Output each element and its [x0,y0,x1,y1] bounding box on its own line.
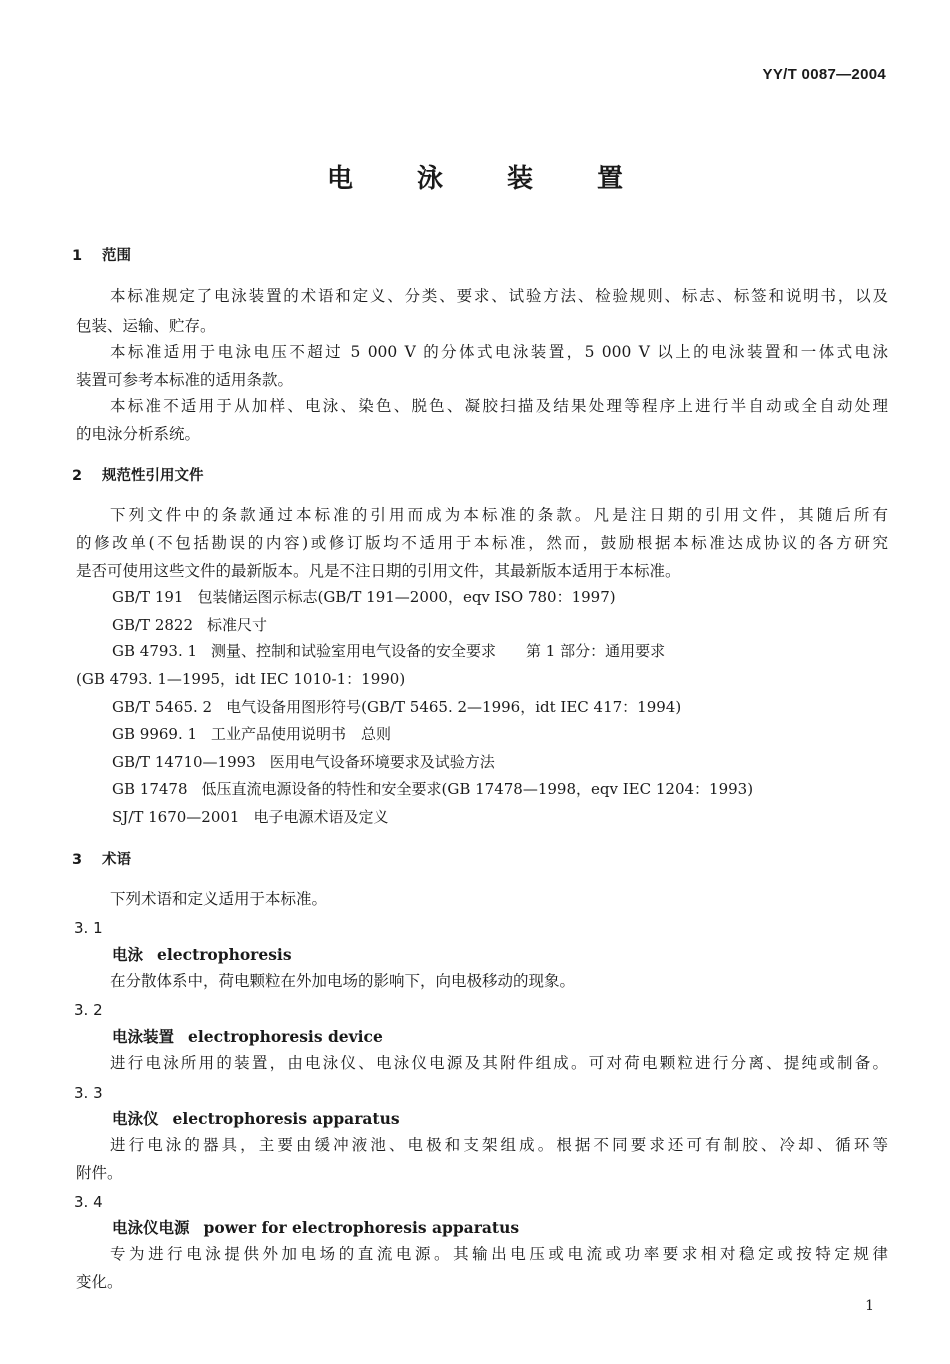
term-number: 3. 2 [74,1001,103,1019]
term-en: electrophoresis [157,945,292,964]
reference-code: SJ/T 1670—2001 [112,808,240,826]
page-number: 1 [865,1298,874,1314]
reference-item [112,641,888,661]
term-en: power for electrophoresis apparatus [203,1218,520,1237]
paragraph-line: 的电泳分析系统。 [76,425,201,443]
paragraph-line: 装置可参考本标准的适用条款。 [76,371,294,389]
reference-title: 电气设备用图形符号(GB/T 5465. 2—1996，idt IEC 417：1994) [226,698,682,716]
paragraph-line: 的修改单(不包括勘误的内容)或修订版均不适用于本标准，然而，鼓励根据本标准达成协议的各方研究 [76,534,888,552]
term-definition: 进行电泳所用的装置，由电泳仪、电泳仪电源及其附件组成。可对荷电颗粒进行分离、提纯或制备。 [110,1054,888,1072]
section-1-heading [72,246,131,266]
term-definition: 专为进行电泳提供外加电场的直流电源。其输出电压或电流或功率要求相对稳定或按特定规律 [110,1245,888,1263]
paragraph-line: 本标准适用于电泳电压不超过 5 000 V 的分体式电泳装置，5 000 V 以上的电泳装置和一体式电泳 [110,343,888,361]
term-definition: 在分散体系中，荷电颗粒在外加电场的影响下，向电极移动的现象。 [110,972,576,990]
reference-title: 医用电气设备环境要求及试验方法 [269,753,495,771]
term-en: electrophoresis apparatus [172,1109,400,1128]
reference-item [112,724,391,744]
paragraph-line: 下列术语和定义适用于本标准。 [110,890,328,908]
reference-code: GB/T 2822 [112,616,194,634]
paragraph-line: 本标准不适用于从加样、电泳、染色、脱色、凝胶扫描及结果处理等程序上进行半自动或全自动处理 [110,397,888,415]
term-entry [112,1027,383,1047]
reference-item [112,697,681,717]
section-3-heading [72,850,131,870]
section-number: 1 [72,248,83,264]
reference-item [112,779,753,799]
paragraph-line: 本标准规定了电泳装置的术语和定义、分类、要求、试验方法、检验规则、标志、标签和说明书，以及 [110,287,888,305]
section-title: 范围 [102,248,131,264]
term-definition: 附件。 [76,1164,123,1182]
term-zh: 电泳仪电源 [112,1219,190,1237]
term-definition: 变化。 [76,1273,123,1291]
reference-title: 电子电源术语及定义 [253,808,389,826]
paragraph-line: 下列文件中的条款通过本标准的引用而成为本标准的条款。凡是注日期的引用文件，其随后所有 [110,506,888,524]
term-number: 3. 3 [74,1084,103,1102]
term-entry [112,1109,400,1129]
section-number: 2 [72,468,83,484]
reference-title: 低压直流电源设备的特性和安全要求(GB 17478—1998，eqv IEC 1204：1993) [201,780,754,798]
reference-item [112,807,388,827]
term-entry [112,1218,519,1238]
reference-title: (GB 4793. 1—1995，idt IEC 1010-1：1990) [76,670,406,688]
reference-code: GB/T 14710—1993 [112,753,256,771]
reference-code: GB 17478 [112,780,188,798]
reference-title: 标准尺寸 [207,616,268,634]
term-en: electrophoresis device [188,1027,383,1046]
reference-item [76,669,405,689]
reference-title: 包装储运图示标志(GB/T 191—2000，eqv ISO 780：1997) [197,588,616,606]
term-entry [112,945,292,965]
reference-title: 测量、控制和试验室用电气设备的安全要求 第 1 部分：通用要求 [211,642,666,660]
reference-code: GB 4793. 1 [112,642,198,660]
term-zh: 电泳仪 [112,1110,159,1128]
section-title: 规范性引用文件 [102,468,204,484]
section-title: 术语 [102,852,131,868]
paragraph-line: 包装、运输、贮存。 [76,317,216,335]
reference-title: 工业产品使用说明书 总则 [211,725,392,743]
reference-item [112,615,267,635]
reference-code: GB 9969. 1 [112,725,198,743]
paragraph-line: 是否可使用这些文件的最新版本。凡是不注日期的引用文件，其最新版本适用于本标准。 [76,562,681,580]
term-zh: 电泳 [112,946,144,964]
term-zh: 电泳装置 [112,1028,175,1046]
section-number: 3 [72,852,83,868]
document-title: 电泳装置 [326,164,687,194]
reference-code: GB/T 5465. 2 [112,698,213,716]
reference-code: GB/T 191 [112,588,184,606]
reference-item [112,752,495,772]
term-number: 3. 4 [74,1193,103,1211]
standard-code: YY/T 0087—2004 [762,66,886,83]
section-2-heading [72,466,204,486]
term-definition: 进行电泳的器具，主要由缓冲液池、电极和支架组成。根据不同要求还可有制胶、冷却、循环等 [110,1136,888,1154]
reference-item [112,587,616,607]
term-number: 3. 1 [74,919,103,937]
